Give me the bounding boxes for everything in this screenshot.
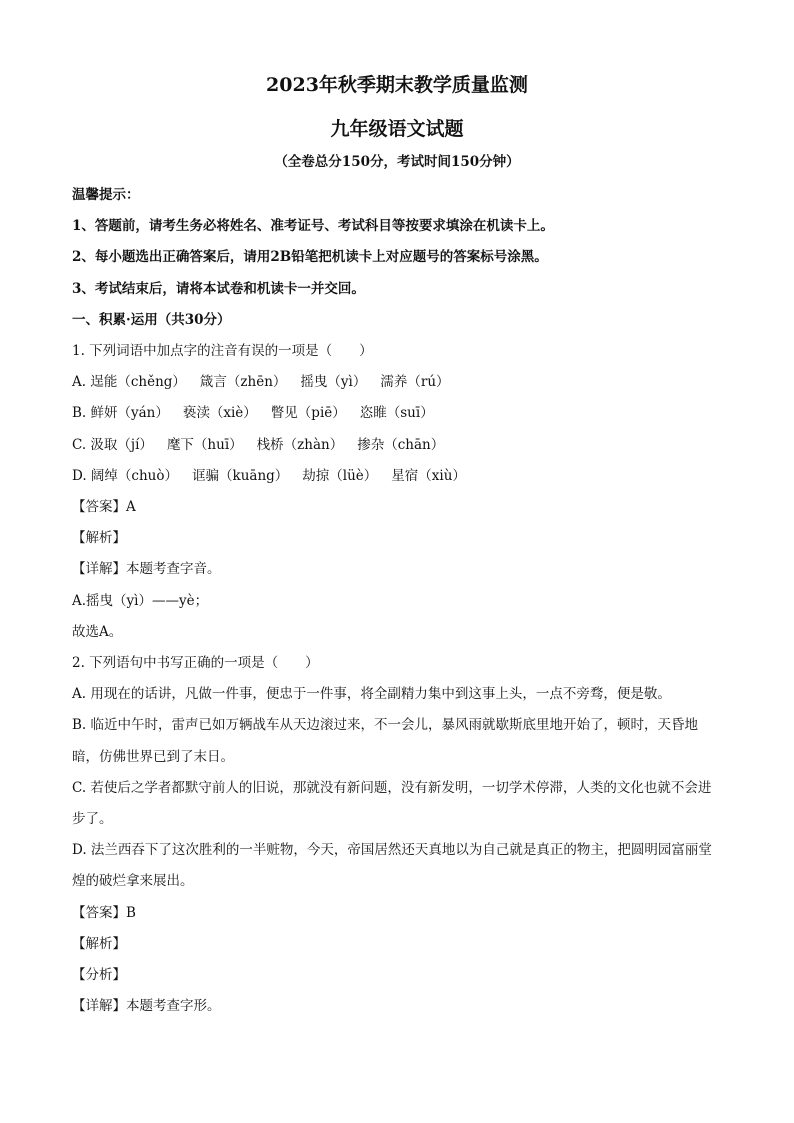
q1-stem: 1. 下列词语中加点字的注音有误的一项是（ ） (72, 343, 373, 360)
option-word: 濡养（rú） (380, 374, 450, 391)
exam-content (72, 180, 722, 1022)
q1-conclusion: 故选A。 (72, 623, 123, 640)
exam-title: 2023年秋季期末教学质量监测 (266, 74, 528, 96)
section-title: 一、积累·运用（共30分） (72, 311, 231, 328)
option-word: B. 鲜妍（yán） (72, 405, 169, 422)
q2-option-b: B. 临近中午时，雷声已如万辆战车从天边滚过来，不一会儿，暴风雨就歇斯底里地开始了，顿时，天昏地暗，仿佛世界已到了末日。 (72, 717, 699, 765)
detail-text: 本题考查字形。 (126, 998, 221, 1015)
option-word: C. 汲取（jí） (72, 436, 153, 453)
q1-answer (72, 492, 722, 523)
option-word: 劫掠（lüè） (302, 467, 378, 484)
q2-fenxi-label: 【分析】 (72, 967, 126, 984)
detail-text: 本题考查字音。 (126, 561, 221, 578)
tip-item: 3、考试结束后，请将本试卷和机读卡一并交回。 (72, 280, 365, 297)
q2-analysis-label: 【解析】 (72, 935, 126, 952)
q1-option-a (72, 367, 722, 398)
q1-explain: A.摇曳（yì）——yè； (72, 592, 209, 609)
q2-option-a: A. 用现在的话讲，凡做一件事，便忠于一件事，将全副精力集中到这事上头，一点不旁骛，便是敬。 (72, 686, 671, 703)
answer-label: 【答案】 (72, 904, 126, 921)
q1-option-d (72, 461, 722, 492)
q2-answer (72, 898, 722, 929)
option-word: 箴言（zhēn） (199, 374, 287, 391)
option-word: 掺杂（chān） (357, 436, 445, 453)
option-word: 星宿（xiù） (391, 467, 466, 484)
answer-value: A (126, 499, 136, 516)
option-word: 瞥见（piē） (270, 405, 346, 422)
option-word: 诓骗（kuāng） (192, 467, 289, 484)
option-word: 麾下（huī） (166, 436, 243, 453)
option-word: 恣睢（suī） (359, 405, 434, 422)
tip-item: 1、答题前，请考生务必将姓名、准考证号、考试科目等按要求填涂在机读卡上。 (72, 218, 554, 235)
q2-option-c: C. 若使后之学者都默守前人的旧说，那就没有新问题，没有新发明，一切学术停滞，人类的文化也就不会进步了。 (72, 779, 712, 828)
tips-heading: 温馨提示： (72, 187, 140, 203)
option-word: D. 阔绰（chuò） (72, 467, 179, 484)
option-word: 摇曳（yì） (300, 374, 367, 391)
tip-item: 2、每小题选出正确答案后，请用2B铅笔把机读卡上对应题号的答案标号涂黑。 (72, 249, 548, 266)
option-word: A. 逞能（chěng） (72, 374, 186, 391)
exam-subtitle: 九年级语文试题 (330, 118, 464, 140)
q2-detail (72, 991, 722, 1022)
q1-option-b (72, 398, 722, 429)
q2-option-d: D. 法兰西吞下了这次胜利的一半赃物，今天，帝国居然还天真地以为自己就是真正的物主，把圆明园富丽堂煌的破烂拿来展出。 (72, 842, 712, 890)
detail-label: 【详解】 (72, 561, 126, 578)
detail-label: 【详解】 (72, 998, 126, 1015)
answer-value: B (126, 904, 136, 921)
option-word: 栈桥（zhàn） (256, 436, 344, 453)
q1-option-c (72, 430, 722, 461)
option-word: 亵渎（xiè） (182, 405, 257, 422)
q1-detail (72, 554, 722, 585)
q1-analysis-label: 【解析】 (72, 530, 126, 547)
exam-note: （全卷总分150分，考试时间150分钟） (274, 154, 520, 170)
answer-label: 【答案】 (72, 499, 126, 516)
q2-stem: 2. 下列语句中书写正确的一项是（ ） (72, 655, 319, 672)
